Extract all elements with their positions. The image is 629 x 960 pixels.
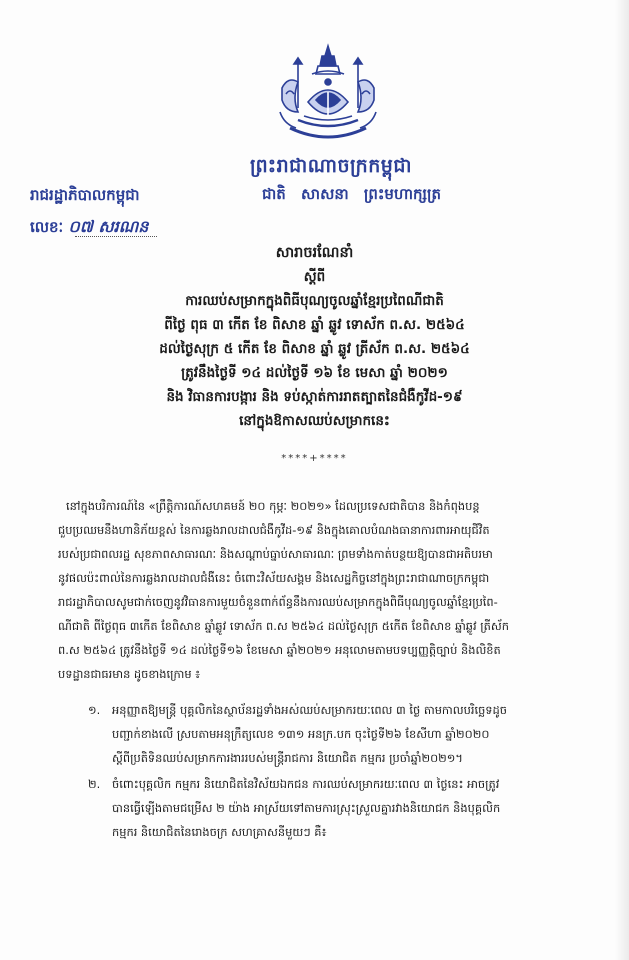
body-line: ជួបប្រឈមនឹងហានិភ័យខ្ពស់ នៃការឆ្លងរាលដាលជំងឺកូវីដ-១៩ និងក្នុងគោលបំណងធានាការពារអាយុជីវិត bbox=[58, 523, 490, 537]
page-edge-shadow bbox=[615, 0, 629, 960]
list-item bbox=[112, 772, 598, 844]
title-line-8: នៅក្នុងឱកាសឈប់សម្រាកនេះ bbox=[239, 413, 390, 429]
reference-dotted-line bbox=[75, 236, 157, 237]
title-line-6: ត្រូវនឹងថ្ងៃទី ១៤ ដល់ថ្ងៃទី ១៦ ខែ មេសា ឆ្នាំ ២០២១ bbox=[181, 365, 448, 381]
body-line: ណីជាតិ ពីថ្ងៃពុធ ៣កើត ខែពិសាខ ឆ្នាំឆ្លូវ ទោស័ក ព.ស ២៥៦៤ ដល់ថ្ងៃសុក្រ ៥កើត ខែពិសាខ ឆ្នាំឆ្លូវ ត្រីស័ក bbox=[58, 619, 509, 633]
document-title-block bbox=[0, 241, 629, 433]
item-line: ចំពោះបុគ្គលិក កម្មករ និយោជិតនៃវិស័យឯកជន ការឈប់សម្រាករយៈពេល ៣ ថ្ងៃនេះ អាចត្រូវ bbox=[112, 777, 500, 791]
item-number: ១. bbox=[88, 703, 101, 717]
national-motto: ជាតិ សាសនា ព្រះមហាក្សត្រ bbox=[262, 185, 441, 203]
royal-emblem-icon bbox=[268, 42, 388, 148]
separator-ornament: ****+**** bbox=[281, 453, 348, 464]
intro-paragraph bbox=[58, 494, 578, 686]
body-line: របស់ប្រជាពលរដ្ឋ សុខភាពសាធារណៈ និងសណ្តាប់ធ្នាប់សាធារណៈ ព្រមទាំងកាត់បន្ថយឱ្យបានជាអតិបរមា bbox=[58, 547, 493, 561]
item-line: ស្តីពីប្រតិទិនឈប់សម្រាកការងាររបស់មន្ត្រីរាជការ និយោជិត កម្មករ ប្រចាំឆ្នាំ២០២១។ bbox=[112, 751, 463, 765]
reference-label: លេខៈ bbox=[30, 218, 64, 236]
item-number: ២. bbox=[88, 777, 101, 791]
title-line-7: និង វិធានការបង្ការ និង ទប់ស្កាត់ការរាតត្បាតនៃជំងឺកូវីដ-១៩ bbox=[166, 389, 463, 405]
body-line: ព.ស ២៥៦៤ ត្រូវនឹងថ្ងៃទី ១៤ ដល់ថ្ងៃទី១៦ ខែមេសា ឆ្នាំ២០២១ អនុលោមតាមបទប្បញ្ញត្តិច្បាប់ និងលិខិត bbox=[58, 643, 501, 657]
item-line: កម្មករ និយោជិតនៃរោងចក្រ សហគ្រាសនីមួយៗ គឺ៖ bbox=[112, 825, 327, 839]
kingdom-title: ព្រះរាជាណាចក្រកម្ពុជា bbox=[250, 155, 412, 177]
title-line-2: ស្តីពី bbox=[303, 269, 326, 285]
title-line-4: ពីថ្ងៃ ពុធ ៣ កើត ខែ ពិសាខ ឆ្នាំ ឆ្លូវ ទោស័ក ព.ស. ២៥៦៤ bbox=[164, 317, 465, 333]
issuing-authority: រាជរដ្ឋាភិបាលកម្ពុជា bbox=[30, 186, 140, 204]
reference-value: ០៧ សរណន bbox=[68, 217, 149, 236]
item-line: បញ្ជាក់ខាងលើ ស្របតាមអនុក្រឹត្យលេខ ១៣១ អនក្រ.បក ចុះថ្ងៃទី២៦ ខែសីហា ឆ្នាំ២០២០ bbox=[112, 727, 490, 741]
title-line-5: ដល់ថ្ងៃសុក្រ ៥ កើត ខែ ពិសាខ ឆ្នាំ ឆ្លូវ ត្រីស័ក ព.ស. ២៥៦៤ bbox=[159, 341, 470, 357]
body-line: រាជរដ្ឋាភិបាលសូមជាក់ចេញនូវវិធានការមួយចំនួនពាក់ព័ន្ធនឹងការឈប់សម្រាកក្នុងពិធីបុណ្យចូលឆ្នាំខ្មែរប្រពៃ- bbox=[58, 595, 498, 609]
body-line: បទដ្ឋានជាធរមាន ដូចខាងក្រោម ៖ bbox=[58, 667, 201, 681]
list-item bbox=[112, 698, 598, 770]
title-line-3: ការឈប់សម្រាកក្នុងពិធីបុណ្យចូលឆ្នាំខ្មែរប្រពៃណីជាតិ bbox=[185, 293, 444, 309]
item-line: អនុញ្ញាតឱ្យមន្ត្រី បុគ្គលិកនៃស្ថាប័នរដ្ឋទាំងអស់ឈប់សម្រាករយៈពេល ៣ ថ្ងៃ តាមកាលបរិច្ឆេទដូច bbox=[112, 703, 507, 717]
item-line: បានធ្វើឡើងតាមជម្រើស ២ យ៉ាង អាស្រ័យទៅតាមការស្រុះស្រួលគ្នារវាងនិយោជក និងបុគ្គលិក bbox=[112, 801, 501, 815]
body-line: នូវផលប៉ះពាល់នៃការឆ្លងរាលដាលជំងឺនេះ ចំពោះវិស័យសង្គម និងសេដ្ឋកិច្ចនៅក្នុងព្រះរាជាណាចក្រកម្ពុជា bbox=[58, 571, 490, 585]
body-line: នៅក្នុងបរិការណ៍នៃ «ព្រឹត្តិការណ៍សហគមន៍ ២០ កុម្ភៈ ២០២១» ដែលប្រទេសជាតិបាន និងកំពុងបន្ត bbox=[66, 499, 480, 513]
title-line-1: សារាចរណែនាំ bbox=[275, 245, 354, 261]
